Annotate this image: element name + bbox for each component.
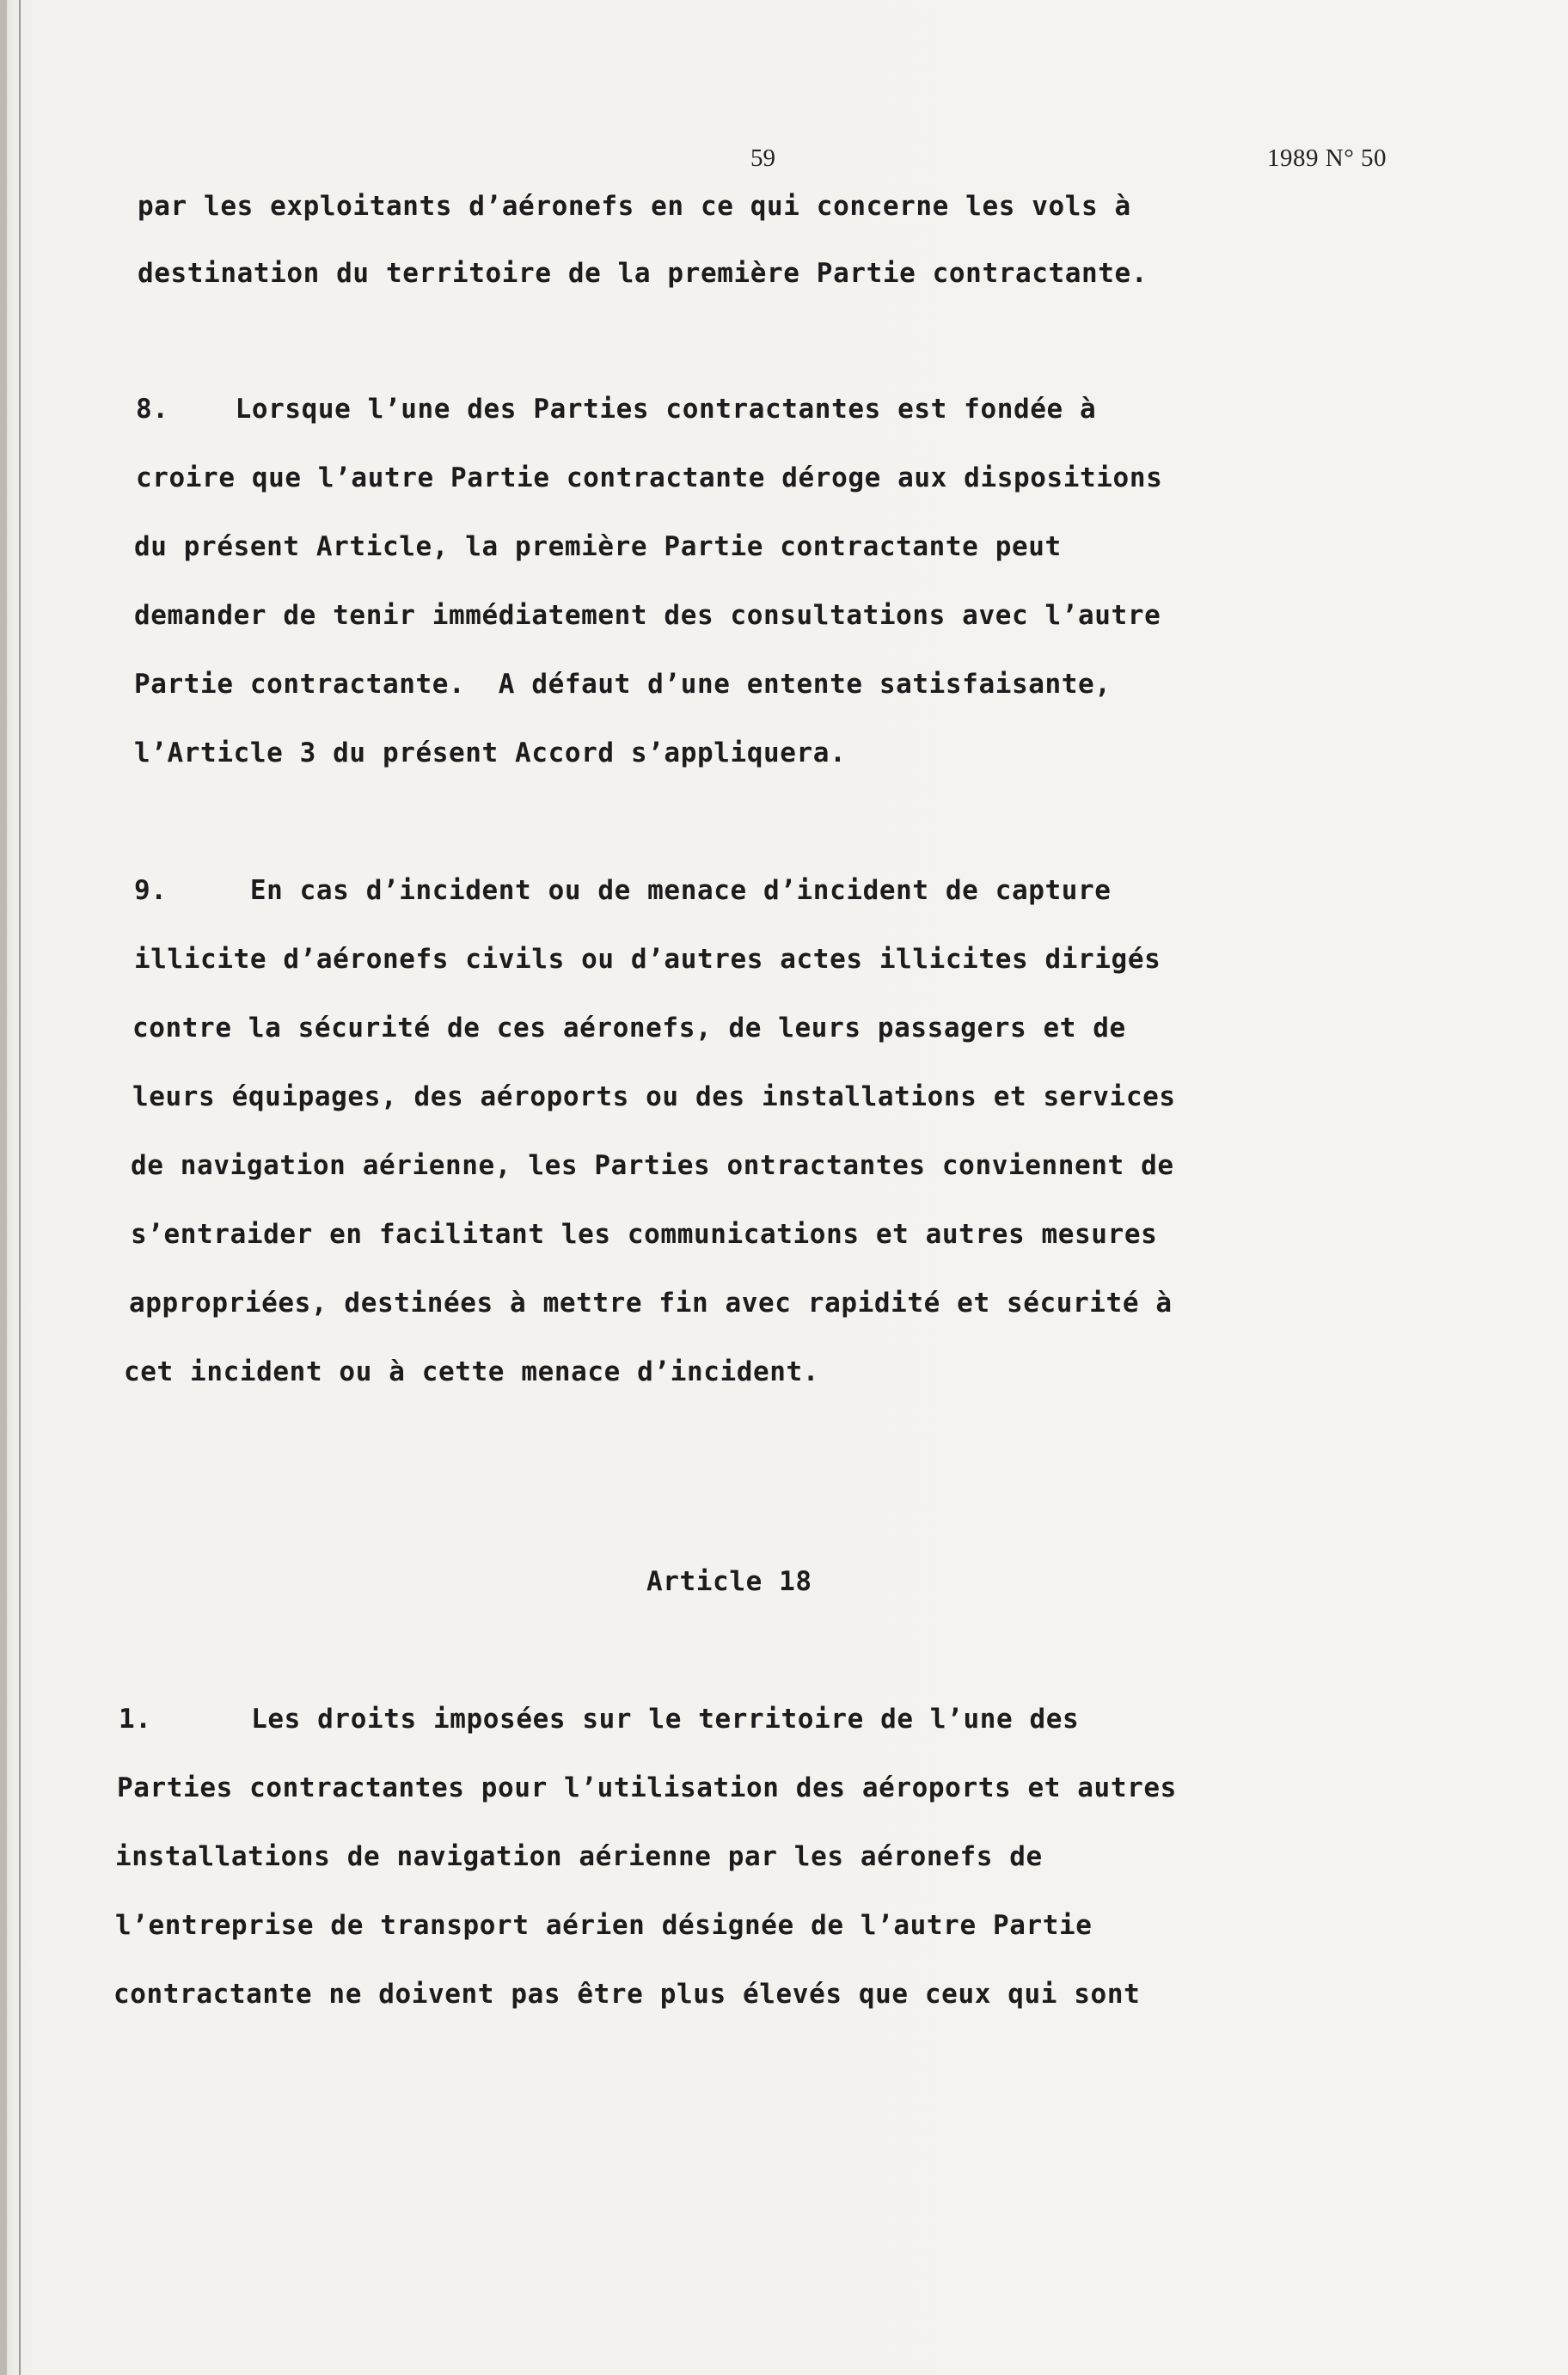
binding-line <box>19 0 21 2375</box>
page-header <box>0 144 1568 187</box>
text-line: leurs équipages, des aéroports ou des installations et services <box>132 1081 1176 1112</box>
text-line: 8. Lorsque l’une des Parties contractantes est fondée à <box>136 394 1097 425</box>
binding-edge <box>0 0 7 2375</box>
page-number: 59 <box>750 144 775 172</box>
text-line: l’entreprise de transport aérien désignée de l’autre Partie <box>115 1910 1093 1941</box>
text-line: Partie contractante. A défaut d’une entente satisfaisante, <box>134 669 1112 700</box>
text-line: Parties contractantes pour l’utilisation des aéroports et autres <box>117 1772 1177 1803</box>
document-reference: 1989 N° 50 <box>1267 144 1387 172</box>
text-line: destination du territoire de la première Partie contractante. <box>138 258 1148 289</box>
text-line: cet incident ou à cette menace d’incident. <box>124 1356 820 1387</box>
text-line: l’Article 3 du présent Accord s’appliquera. <box>134 738 847 768</box>
text-line: 1. Les droits imposées sur le territoire de l’une des <box>119 1704 1080 1735</box>
text-line: par les exploitants d’aéronefs en ce qui concerne les vols à <box>138 191 1131 222</box>
text-line: du présent Article, la première Partie contractante peut <box>134 531 1062 562</box>
text-line: illicite d’aéronefs civils ou d’autres actes illicites dirigés <box>134 944 1161 975</box>
text-line: 9. En cas d’incident ou de menace d’incident de capture <box>134 875 1112 906</box>
text-line: installations de navigation aérienne par les aéronefs de <box>115 1841 1043 1872</box>
article-heading: Article 18 <box>646 1566 812 1597</box>
text-line: contractante ne doivent pas être plus élevés que ceux qui sont <box>113 1979 1141 2010</box>
text-line: s’entraider en facilitant les communications et autres mesures <box>131 1219 1158 1250</box>
text-line: appropriées, destinées à mettre fin avec rapidité et sécurité à <box>129 1288 1173 1319</box>
text-line: de navigation aérienne, les Parties ontractantes conviennent de <box>131 1150 1174 1181</box>
text-line: contre la sécurité de ces aéronefs, de leurs passagers et de <box>132 1013 1126 1044</box>
text-line: demander de tenir immédiatement des consultations avec l’autre <box>134 600 1161 631</box>
text-line: croire que l’autre Partie contractante déroge aux dispositions <box>136 462 1163 493</box>
